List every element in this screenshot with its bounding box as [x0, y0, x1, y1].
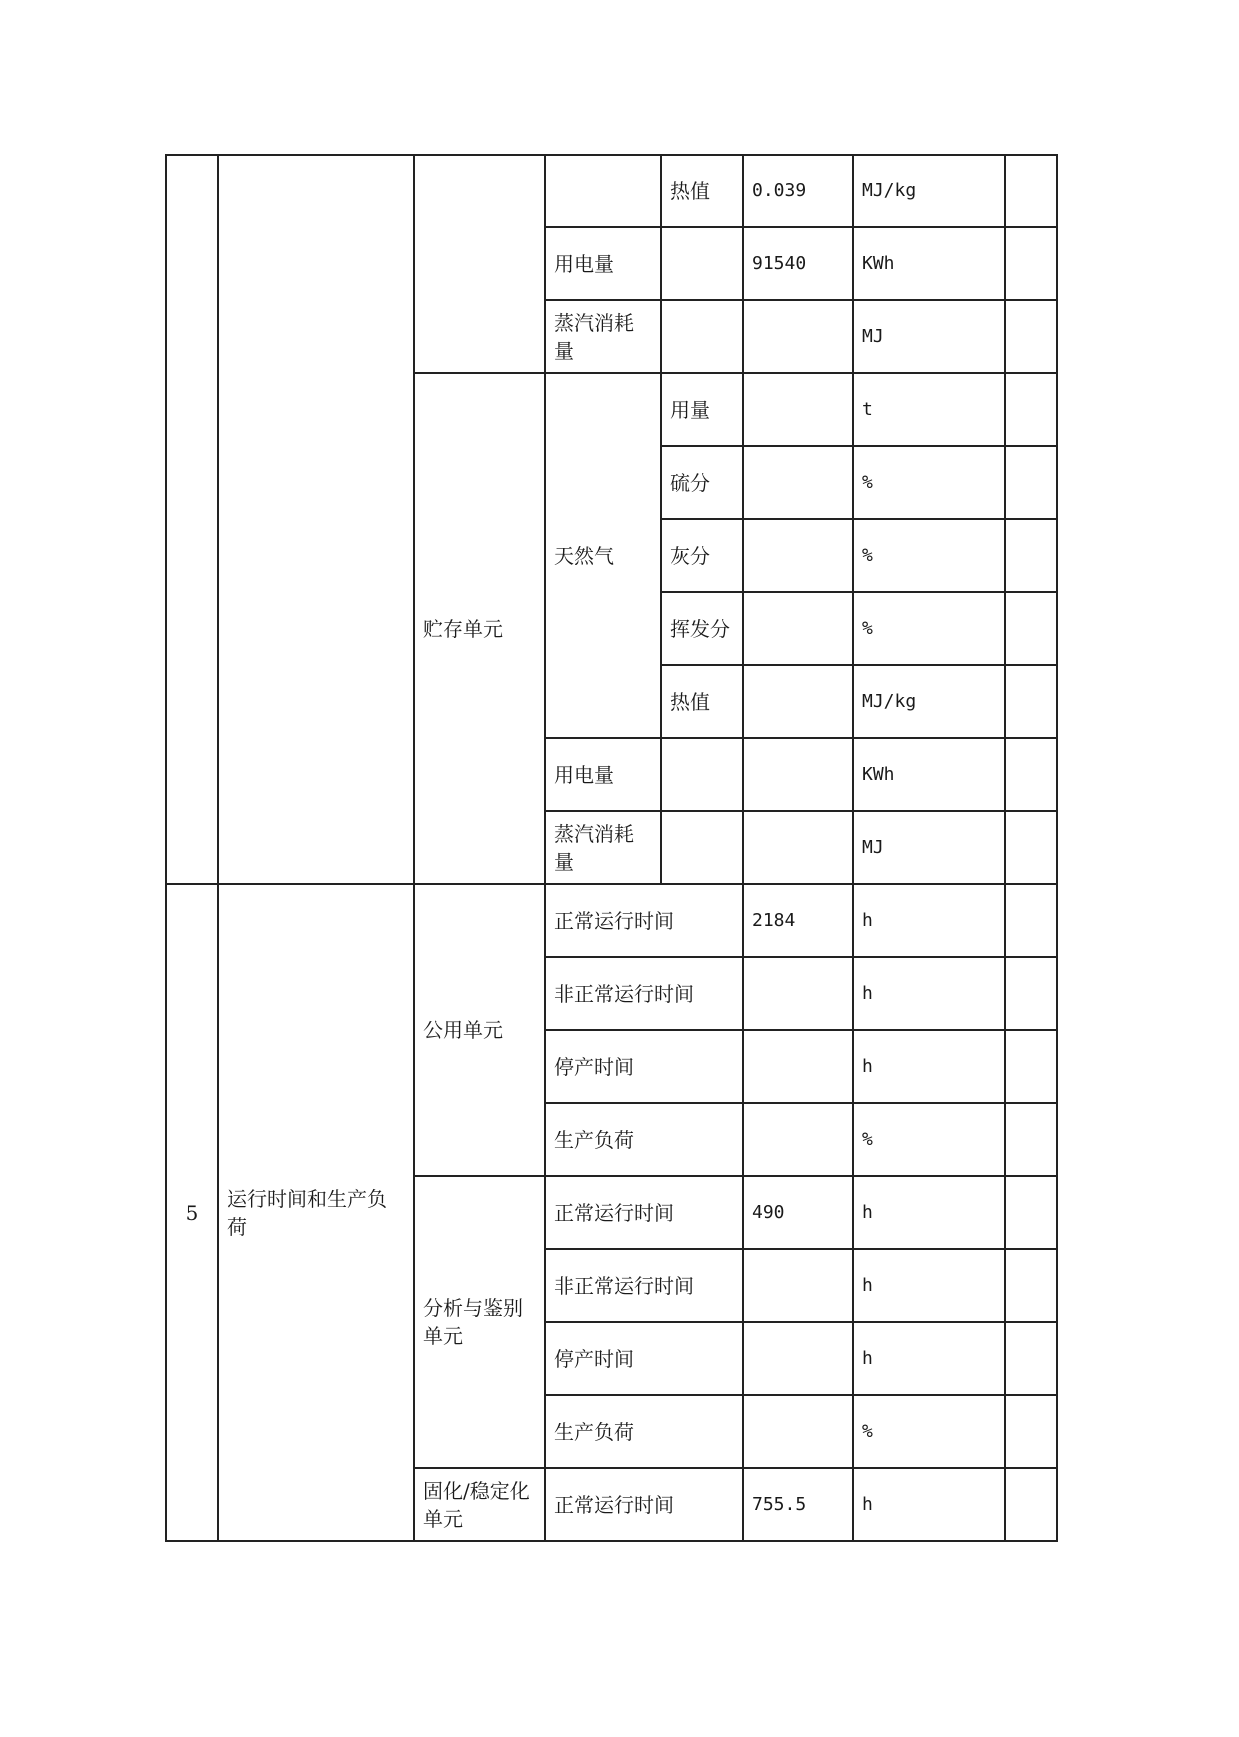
cell-subitem: 挥发分	[661, 592, 743, 665]
cell-unit-label: h	[853, 1176, 1005, 1249]
cell-item: 停产时间	[545, 1322, 743, 1395]
cell-remark	[1005, 592, 1057, 665]
cell-subitem-empty	[661, 811, 743, 884]
cell-item: 蒸汽消耗量	[545, 300, 661, 373]
cell-remark	[1005, 1030, 1057, 1103]
cell-value-empty	[743, 373, 853, 446]
cell-no: 5	[166, 884, 218, 1541]
cell-unit: 分析与鉴别单元	[414, 1176, 545, 1468]
cell-unit-label: %	[853, 1103, 1005, 1176]
cell-item: 非正常运行时间	[545, 957, 743, 1030]
cell-value-empty	[743, 1030, 853, 1103]
cell-remark	[1005, 957, 1057, 1030]
data-table	[165, 154, 1058, 1542]
cell-value-empty	[743, 665, 853, 738]
cell-unit-label: h	[853, 957, 1005, 1030]
cell-value: 0.039	[743, 155, 853, 227]
cell-value-empty	[743, 811, 853, 884]
table-row	[166, 155, 1057, 227]
cell-unit-label: MJ/kg	[853, 665, 1005, 738]
cell-remark	[1005, 884, 1057, 957]
cell-remark	[1005, 1249, 1057, 1322]
cell-item: 停产时间	[545, 1030, 743, 1103]
cell-unit-label: h	[853, 1468, 1005, 1541]
cell-item: 蒸汽消耗量	[545, 811, 661, 884]
cell-unit-continued	[414, 155, 545, 373]
cell-remark	[1005, 519, 1057, 592]
cell-subitem-empty	[661, 227, 743, 300]
cell-item-empty	[545, 155, 661, 227]
cell-subitem: 硫分	[661, 446, 743, 519]
cell-value: 2184	[743, 884, 853, 957]
cell-remark	[1005, 1395, 1057, 1468]
cell-subitem: 热值	[661, 665, 743, 738]
cell-unit-label: MJ	[853, 811, 1005, 884]
cell-no-continued	[166, 155, 218, 884]
cell-subitem-empty	[661, 300, 743, 373]
cell-value-empty	[743, 1103, 853, 1176]
cell-item: 生产负荷	[545, 1103, 743, 1176]
cell-unit: 贮存单元	[414, 373, 545, 884]
cell-unit-label: MJ	[853, 300, 1005, 373]
cell-remark	[1005, 446, 1057, 519]
cell-remark	[1005, 373, 1057, 446]
cell-item: 用电量	[545, 738, 661, 811]
cell-subitem-empty	[661, 738, 743, 811]
cell-unit-label: KWh	[853, 227, 1005, 300]
cell-unit-label: h	[853, 1249, 1005, 1322]
cell-item: 正常运行时间	[545, 1468, 743, 1541]
cell-unit-label: %	[853, 519, 1005, 592]
cell-unit-label: h	[853, 1030, 1005, 1103]
cell-unit-label: %	[853, 592, 1005, 665]
cell-remark	[1005, 738, 1057, 811]
cell-value: 91540	[743, 227, 853, 300]
cell-value: 755.5	[743, 1468, 853, 1541]
cell-value-empty	[743, 957, 853, 1030]
cell-unit: 公用单元	[414, 884, 545, 1176]
cell-item: 正常运行时间	[545, 884, 743, 957]
cell-unit-label: KWh	[853, 738, 1005, 811]
cell-unit-label: h	[853, 884, 1005, 957]
cell-remark	[1005, 665, 1057, 738]
cell-item: 正常运行时间	[545, 1176, 743, 1249]
cell-value-empty	[743, 1249, 853, 1322]
cell-unit-label: MJ/kg	[853, 155, 1005, 227]
cell-value-empty	[743, 592, 853, 665]
table-row	[166, 884, 1057, 957]
cell-remark	[1005, 1322, 1057, 1395]
cell-remark	[1005, 811, 1057, 884]
cell-unit: 固化/稳定化单元	[414, 1468, 545, 1541]
cell-value-empty	[743, 738, 853, 811]
cell-remark	[1005, 227, 1057, 300]
cell-subitem: 热值	[661, 155, 743, 227]
cell-unit-label: h	[853, 1322, 1005, 1395]
cell-subitem: 灰分	[661, 519, 743, 592]
cell-value-empty	[743, 446, 853, 519]
cell-unit-label: %	[853, 1395, 1005, 1468]
cell-item: 天然气	[545, 373, 661, 738]
cell-item: 非正常运行时间	[545, 1249, 743, 1322]
cell-item: 用电量	[545, 227, 661, 300]
cell-remark	[1005, 300, 1057, 373]
cell-value-empty	[743, 519, 853, 592]
cell-unit-label: %	[853, 446, 1005, 519]
cell-subitem: 用量	[661, 373, 743, 446]
cell-value-empty	[743, 1322, 853, 1395]
cell-remark	[1005, 1176, 1057, 1249]
cell-remark	[1005, 155, 1057, 227]
cell-value-empty	[743, 300, 853, 373]
cell-remark	[1005, 1468, 1057, 1541]
cell-value: 490	[743, 1176, 853, 1249]
cell-section-continued	[218, 155, 414, 884]
cell-remark	[1005, 1103, 1057, 1176]
cell-value-empty	[743, 1395, 853, 1468]
cell-unit-label: t	[853, 373, 1005, 446]
cell-item: 生产负荷	[545, 1395, 743, 1468]
cell-section-title: 运行时间和生产负荷	[218, 884, 414, 1541]
